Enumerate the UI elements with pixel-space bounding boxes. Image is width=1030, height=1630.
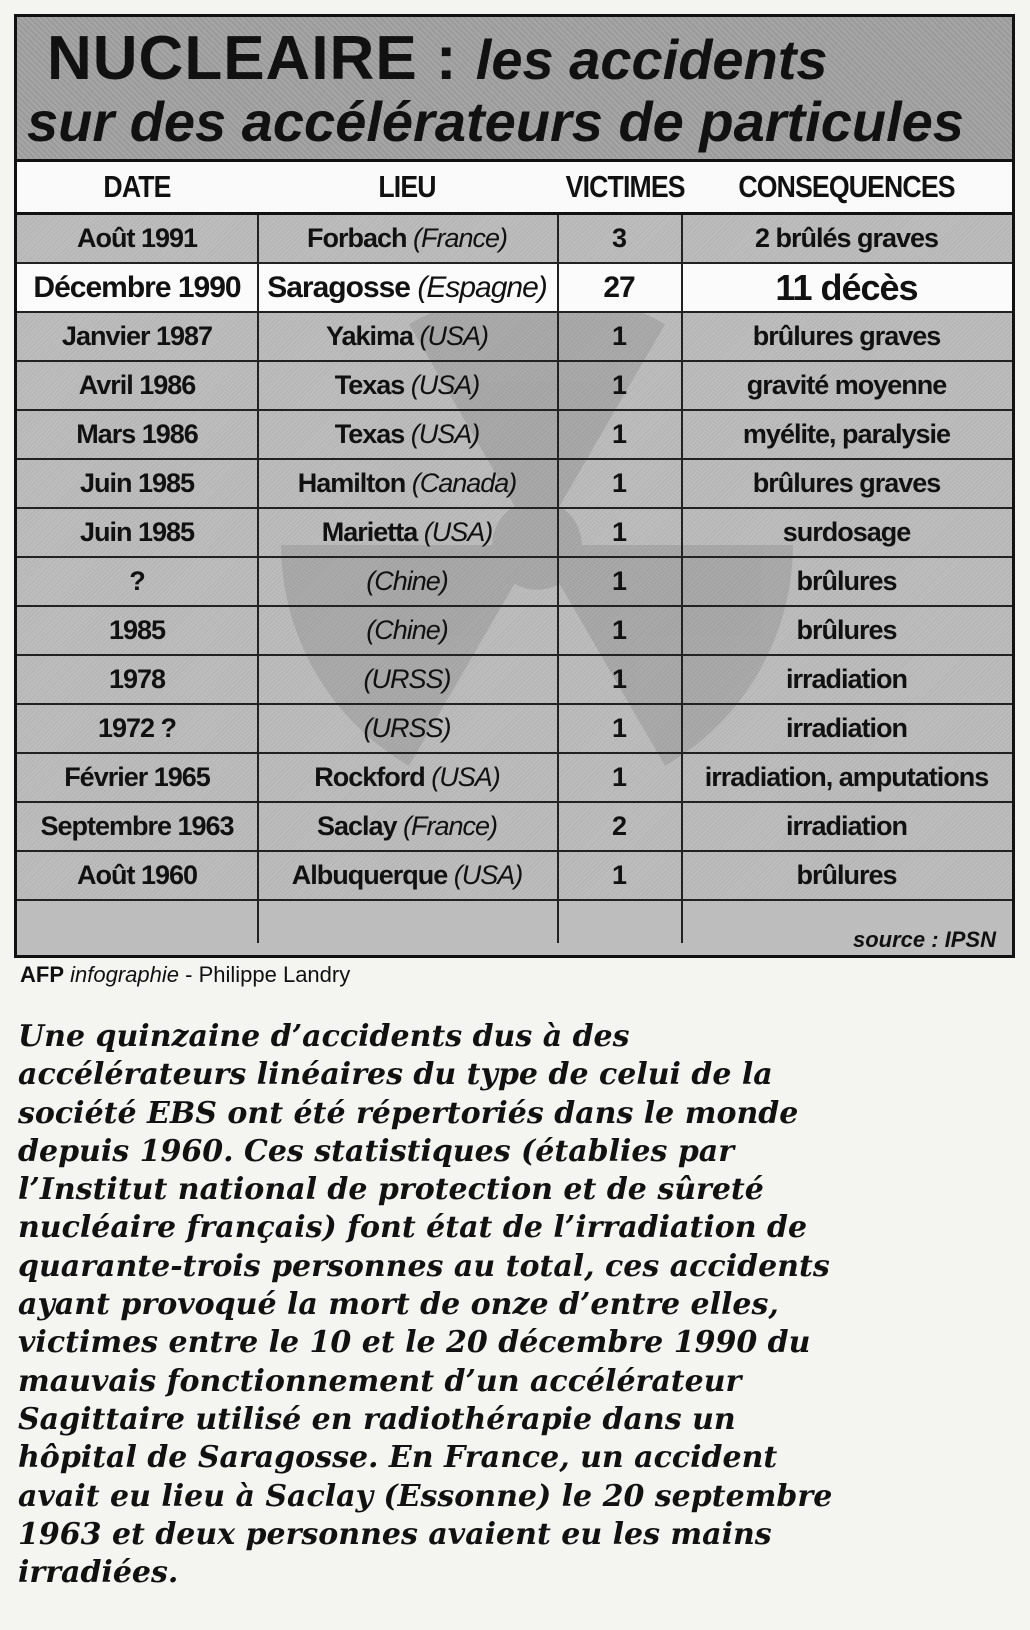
caption-line: 1963 et deux personnes avaient eu les mains: [18, 1516, 772, 1552]
place-country: (USA): [423, 517, 493, 547]
place-name: Rockford: [314, 762, 425, 792]
cell-victimes: 1: [611, 615, 627, 645]
cell-lieu: [257, 705, 557, 752]
infographic-table: [14, 14, 1015, 958]
place-country: (Espagne): [417, 271, 547, 304]
cell-consequences: brûlures graves: [752, 321, 941, 351]
cell-victimes: 1: [611, 321, 627, 351]
table-row: [17, 558, 1012, 607]
cell-consequences: brûlures: [796, 860, 897, 890]
header-lieu: LIEU: [378, 169, 436, 204]
table-row: [17, 656, 1012, 705]
caption-line: société EBS ont été répertoriés dans le monde: [18, 1095, 799, 1131]
cell-lieu: [257, 558, 557, 605]
cell-victimes: 1: [611, 468, 627, 498]
title-word-accidents: les accidents: [475, 28, 828, 91]
cell-lieu: [257, 411, 557, 458]
place-name: Yakima: [325, 321, 414, 351]
title-line-1: [47, 23, 828, 94]
cell-victimes: 3: [611, 223, 627, 253]
source-note: source : IPSN: [852, 927, 996, 952]
cell-date: ?: [129, 566, 145, 596]
credit-type: infographie: [70, 962, 179, 987]
cell-consequences: irradiation, amputations: [704, 762, 989, 792]
cell-date: 1978: [108, 664, 166, 694]
table-row: [17, 215, 1012, 264]
table-row: [17, 460, 1012, 509]
caption-line: l’Institut national de protection et de sûreté: [18, 1172, 764, 1208]
caption-line: avait eu lieu à Saclay (Essonne) le 20 septembre: [18, 1478, 833, 1514]
cell-victimes: 1: [611, 566, 627, 596]
cell-consequences: gravité moyenne: [746, 370, 947, 400]
cell-consequences: 11 décès: [775, 267, 918, 308]
place-country: (Chine): [366, 615, 448, 645]
title-word-nucleaire: NUCLEAIRE :: [47, 24, 458, 93]
caption-line: victimes entre le 10 et le 20 décembre 1990 du: [18, 1325, 811, 1361]
cell-lieu: [257, 607, 557, 654]
cell-date: Avril 1986: [78, 370, 196, 400]
place-country: (USA): [410, 419, 480, 449]
credit-agency: AFP: [20, 962, 64, 987]
cell-consequences: irradiation: [785, 811, 908, 841]
cell-consequences: brûlures: [796, 615, 897, 645]
place-name: Saclay: [316, 811, 397, 841]
title-band: [17, 17, 1012, 162]
place-country: (Chine): [366, 566, 448, 596]
cell-date: Août 1960: [76, 860, 198, 890]
caption-line: Sagittaire utilisé en radiothérapie dans un: [18, 1401, 736, 1437]
place-name: Texas: [334, 419, 405, 449]
cell-lieu: [257, 852, 557, 899]
cell-consequences: surdosage: [782, 517, 911, 547]
cell-lieu: [257, 313, 557, 360]
credit-line: [20, 962, 350, 988]
place-name: Hamilton: [297, 468, 406, 498]
table-row: [17, 509, 1012, 558]
place-name: Forbach: [306, 223, 407, 253]
place-country: (USA): [410, 370, 480, 400]
cell-victimes: 1: [611, 762, 627, 792]
table-row: [17, 705, 1012, 754]
table-row: [17, 803, 1012, 852]
place-country: (USA): [431, 762, 500, 792]
header-victimes: VICTIMES: [565, 169, 685, 204]
table-row: [17, 313, 1012, 362]
cell-date: 1972 ?: [97, 713, 177, 743]
cell-consequences: brûlures: [796, 566, 897, 596]
cell-consequences: myélite, paralysie: [742, 419, 951, 449]
cell-date: Septembre 1963: [40, 811, 234, 841]
title-line-2: sur des accélérateurs de particules: [27, 90, 964, 153]
cell-victimes: 1: [611, 517, 627, 547]
cell-date: Février 1965: [64, 762, 210, 792]
place-country: (Canada): [411, 468, 517, 498]
place-name: Saragosse: [267, 271, 410, 304]
place-name: Albuquerque: [291, 860, 448, 890]
credit-author: - Philippe Landry: [185, 962, 351, 987]
cell-consequences: 2 brûlés graves: [754, 223, 939, 253]
cell-date: Janvier 1987: [61, 321, 213, 351]
cell-consequences: irradiation: [785, 713, 908, 743]
place-country: (France): [413, 223, 508, 253]
caption-line: irradiées.: [18, 1555, 179, 1591]
caption-line: nucléaire français) font état de l’irradiation de: [18, 1210, 808, 1246]
cell-lieu: [257, 754, 557, 801]
header-date: DATE: [103, 169, 171, 204]
table-row: [17, 362, 1012, 411]
place-country: (URSS): [363, 664, 451, 694]
cell-victimes: 1: [611, 713, 627, 743]
table-header-row: [17, 162, 1012, 215]
place-country: (France): [403, 811, 498, 841]
cell-lieu: [257, 264, 557, 311]
cell-victimes: 1: [611, 860, 627, 890]
cell-date: 1985: [108, 615, 166, 645]
caption-line: hôpital de Saragosse. En France, un accident: [18, 1440, 778, 1476]
table-body: [17, 215, 1012, 943]
caption-line: mauvais fonctionnement d’un accélérateur: [18, 1363, 742, 1399]
cell-victimes: 1: [611, 419, 627, 449]
table-row: [17, 264, 1012, 313]
caption-line: quarante-trois personnes au total, ces accidents: [18, 1248, 830, 1284]
place-country: (URSS): [363, 713, 451, 743]
caption-line: depuis 1960. Ces statistiques (établies par: [18, 1133, 735, 1169]
cell-date: Août 1991: [76, 223, 198, 253]
cell-date: Juin 1985: [79, 468, 195, 498]
caption-line: accélérateurs linéaires du type de celui de la: [18, 1057, 773, 1093]
cell-consequences: irradiation: [785, 664, 908, 694]
cell-date: Juin 1985: [79, 517, 195, 547]
cell-lieu: [257, 509, 557, 556]
cell-lieu: [257, 215, 557, 262]
column-divider: [681, 215, 683, 943]
place-country: (USA): [453, 860, 523, 890]
table-row: [17, 411, 1012, 460]
caption-line: ayant provoqué la mort de onze d’entre elles,: [18, 1287, 779, 1323]
cell-victimes: 2: [611, 811, 627, 841]
column-divider: [557, 215, 559, 943]
place-name: Texas: [334, 370, 405, 400]
cell-lieu: [257, 656, 557, 703]
cell-date: Mars 1986: [76, 419, 198, 449]
table-row: [17, 754, 1012, 803]
place-country: (USA): [419, 321, 489, 351]
cell-date: Décembre 1990: [33, 271, 241, 304]
column-divider: [257, 215, 259, 943]
cell-consequences: brûlures graves: [752, 468, 941, 498]
table-row: [17, 607, 1012, 656]
cell-lieu: [257, 460, 557, 507]
cell-victimes: 1: [611, 664, 627, 694]
cell-lieu: [257, 362, 557, 409]
cell-lieu: [257, 803, 557, 850]
place-name: Marietta: [321, 517, 418, 547]
caption-line: Une quinzaine d’accidents dus à des: [18, 1019, 630, 1054]
cell-victimes: 1: [611, 370, 627, 400]
cell-victimes: 27: [603, 271, 635, 304]
caption-paragraph: [18, 1018, 1018, 1592]
table-row: [17, 852, 1012, 901]
header-consequences: CONSEQUENCES: [738, 169, 955, 204]
